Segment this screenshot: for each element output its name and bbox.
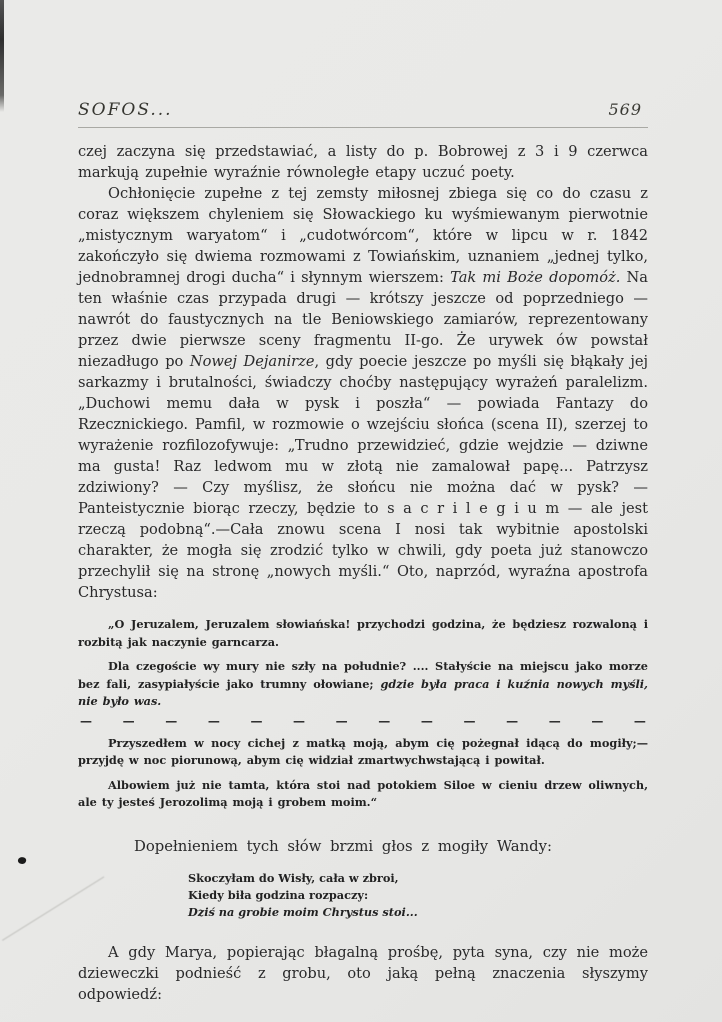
text-run: Przyszedłem w nocy cichej z matką moją, abym cię pożegnał idącą do mogiły;— przyjdę w noc piorunową, abym cię widział zmartwychwstającą i powitał. xyxy=(78,735,648,767)
text-run: , gdy poecie jeszcze po myśli się błąkały jej sarkazmy i brutalności, świadczy choćby następujący wyrażeń paralelizm. „Duchowi memu dała w pysk i poszła“ — powiada Fantazy do Rzecznickiego. Pamfil, w rozmowie o wzejściu słońca (scena II), szerzej to wyrażenie rozfilozofywuje: „Trudno przewidzieć, gdzie wejdzie — dziwne ma gusta! Raz ledwom mu w złotą nie zamalował papę... Patrzysz zdziwiony? — Czy myślisz, że słońcu nie można dać w pysk? — Panteistycznie biorąc rzeczy, będzie to s a c r i l e g i u m — ale jest rzeczą podobną“.—Cała znowu scena I nosi tak wybitnie apostolski charakter, że mogła się zrodzić tylko w chwili, gdy poeta już stanowczo przechylił się na stronę „nowych myśli.“ Oto, naprzód, wyraźna apostrofa Chrystusa: xyxy=(78,353,649,601)
scan-edge-artifact xyxy=(0,0,4,112)
text-run: A gdy Marya, popierając błagalną prośbę, pyta syna, czy nie może dzieweczki podnieść z grobu, oto jaką pełną znaczenia słyszymy odpowiedź: xyxy=(78,943,648,1003)
dash: — xyxy=(463,713,476,728)
dash-separator xyxy=(80,714,646,728)
dash: — xyxy=(548,713,561,728)
emphasis-text: Tak mi Boże dopomóż. xyxy=(450,269,621,286)
verse-line xyxy=(188,870,648,887)
quote-mury xyxy=(78,658,648,711)
paragraph-main xyxy=(78,183,648,603)
dash: — xyxy=(80,713,92,728)
text-run: Dla czegoście wy mury nie szły na południe? .... Stałyście na miejscu jako morze bez fali, zasypiałyście jako trumny ołowiane; xyxy=(78,659,648,691)
dash: — xyxy=(506,713,519,728)
page-content xyxy=(78,100,648,1005)
emphasis-text: gdzie była praca i kuźnia nowych myśli, nie było was. xyxy=(78,676,648,708)
quote-przyszedlem xyxy=(78,735,648,770)
text-run: Kiedy biła godzina rozpaczy: xyxy=(188,887,369,902)
ink-blot-artifact xyxy=(17,856,27,865)
quote-albowiem xyxy=(78,777,648,812)
dash: — xyxy=(633,713,646,728)
paragraph-dopelnienie xyxy=(78,836,648,857)
dash: — xyxy=(378,713,391,728)
dash: — xyxy=(250,713,263,728)
header-rule xyxy=(78,127,648,128)
paragraph-continuation xyxy=(78,141,648,183)
page-header xyxy=(78,100,648,120)
verse-wanda xyxy=(188,870,648,921)
text-run: Dopełnieniem tych słów brzmi głos z mogiły Wandy: xyxy=(134,837,552,855)
page-number: 569 xyxy=(608,100,642,119)
running-title: SOFOS... xyxy=(78,100,173,120)
dash: — xyxy=(293,713,306,728)
emphasis-text: Dziś na grobie moim Chrystus stoi... xyxy=(188,904,418,919)
quote-jeruzalem xyxy=(78,616,648,651)
verse-line xyxy=(188,887,648,904)
text-run: „O Jeruzalem, Jeruzalem słowiańska! przychodzi godzina, że będziesz rozwaloną i rozbitą jak naczynie garncarza. xyxy=(78,617,648,649)
dash: — xyxy=(207,713,220,728)
page-body xyxy=(78,141,648,1005)
text-run: Skoczyłam do Wisły, cała w zbroi, xyxy=(188,870,399,885)
dash: — xyxy=(122,713,135,728)
dash: — xyxy=(165,713,178,728)
text-run: Na ten właśnie czas przypada drugi — krótszy jeszcze od poprzedniego — nawrót do faustycznych na tle Beniowskiego zamiarów, reprezentowany przez dwie pierwsze sceny fragmentu II-go. Że urywek ów powstał niezadługo po xyxy=(78,269,648,370)
verse-line xyxy=(188,904,648,921)
emphasis-text: Nowej Dejanirze xyxy=(189,353,315,370)
paragraph-closing xyxy=(78,942,648,1005)
dash: — xyxy=(420,713,433,728)
text-run: Ochłonięcie zupełne z tej zemsty miłosnej zbiega się co do czasu z coraz większem chyleniem się Słowackiego ku wyśmiewanym pierwotnie „mistycznym waryatom“ i „cudotwórcom“, które w lipcu w r. 1842 zakończyło się dwiema rozmowami z Towiańskim, uznaniem „jednej tylko, jednobramnej drogi ducha“ i słynnym wierszem: xyxy=(78,185,648,286)
dash: — xyxy=(335,713,348,728)
dash: — xyxy=(591,713,604,728)
text-run: Albowiem już nie tamta, która stoi nad potokiem Siloe w cieniu drzew oliwnych, ale ty jesteś Jerozolimą moją i grobem moim.“ xyxy=(78,777,648,809)
text-run: czej zaczyna się przedstawiać, a listy do p. Bobrowej z 3 i 9 czerwca markują zupełnie wyraźnie równoległe etapy uczuć poety. xyxy=(78,143,648,181)
